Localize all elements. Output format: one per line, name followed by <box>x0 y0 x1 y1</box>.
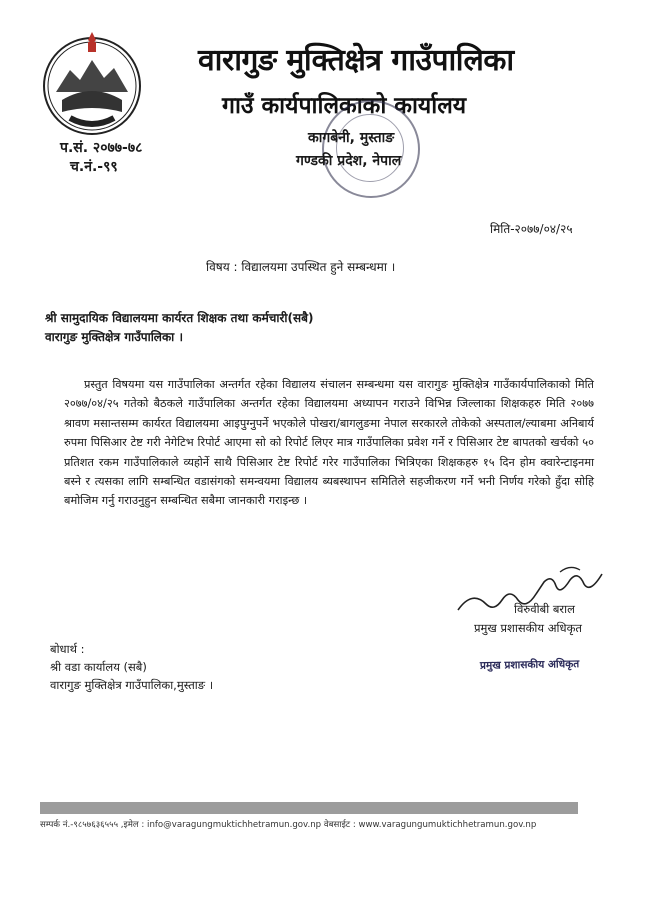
fiscal-year: प.सं. २०७७-७८ <box>60 140 143 156</box>
office-seal-inner-ring <box>336 114 404 182</box>
signer-name: विरुवीबी बराल <box>514 602 575 616</box>
recipient-line-2: वारागुङ मुक्तिक्षेत्र गाउँपालिका । <box>45 330 183 344</box>
organization-title: वारागुङ मुक्तिक्षेत्र गाउँपालिका <box>198 43 514 78</box>
footer-contact: सम्पर्क नं.-९८५७६३६५५५ ,इमेल : info@varagungmuktichhetramun.gov.np वेबसाईट : www.varagungumuktichhetramun.gov.np <box>40 820 537 830</box>
address-line-2: गण्डकी प्रदेश, नेपाल <box>296 153 402 169</box>
letter-subject: विषय : विद्यालयमा उपस्थित हुने सम्बन्धमा । <box>206 260 396 274</box>
letter-date: मिति-२०७७/०४/२५ <box>490 222 573 236</box>
designation-stamp: प्रमुख प्रशासकीय अधिकृत <box>479 658 580 672</box>
letter-body: प्रस्तुत विषयमा यस गाउँपालिका अन्तर्गत रहेका विद्यालय संचालन सम्बन्धमा यस वारागुङ मुक्तिक्षेत्र गाउँकार्यपालिकाको मिति २०७७/०४/२५ गतेको बैठकले गाउँपालिका अन्तर्गत रहेका विद्यालयमा अध्यापन गराउने विभिन्न जिल्लाका शिक्षकहरु मिति २०७७ श्रावण मसान्तसम्म कार्यरत विद्यालयमा आइपुग्नुपर्ने भएकोले पोखरा/बागलुङमा नेपाल सरकारले तोकेको अस्पताल/ल्याबमा अनिबार्य रुपमा पिसिआर टेष्ट गरी नेगेटिभ रिपोर्ट आएमा सो को रिपोर्ट लिएर मात्र गाउँपालिका प्रवेश गर्ने र पिसिआर टेष्ट बापतको खर्चको ५० प्रतिशत रकम गाउँपालिकाले व्यहोर्ने साथै पिसिआर टेष्ट रिपोर्ट गरेर गाउँपालिका भित्रिएका शिक्षकहरु १५ दिन होम क्वारेन्टाइनमा बस्ने र त्यसका लागि सम्बन्धित वडासंगको समन्वयमा विद्यालय ब्यबस्थापन समितिले सहजीकरण गर्ने भनी निर्णय गरेको हुँदा सोहि बमोजिम गर्नु गराउनुहुन सम्बन्धित सबैमा जानकारी गराइन्छ । <box>64 378 594 508</box>
office-title: गाउँ कार्यपालिकाको कार्यालय <box>222 93 467 119</box>
cc-item: वारागुङ मुक्तिक्षेत्र गाउँपालिका,मुस्ताङ । <box>50 678 214 692</box>
address-line-1: कागबेनी, मुस्ताङ <box>308 130 395 146</box>
recipient-line-1: श्री सामुदायिक विद्यालयमा कार्यरत शिक्षक तथा कर्मचारी(सबै) <box>45 311 314 325</box>
footer-divider-bar <box>40 802 578 814</box>
cc-item: श्री वडा कार्यालय (सबै) <box>50 660 147 674</box>
cc-heading: बोधार्थ : <box>50 642 85 656</box>
dispatch-number: च.नं.-९९ <box>70 159 118 175</box>
office-seal-stamp <box>322 100 420 198</box>
nepal-emblem-icon <box>40 30 144 138</box>
signer-title: प्रमुख प्रशासकीय अधिकृत <box>474 621 582 635</box>
